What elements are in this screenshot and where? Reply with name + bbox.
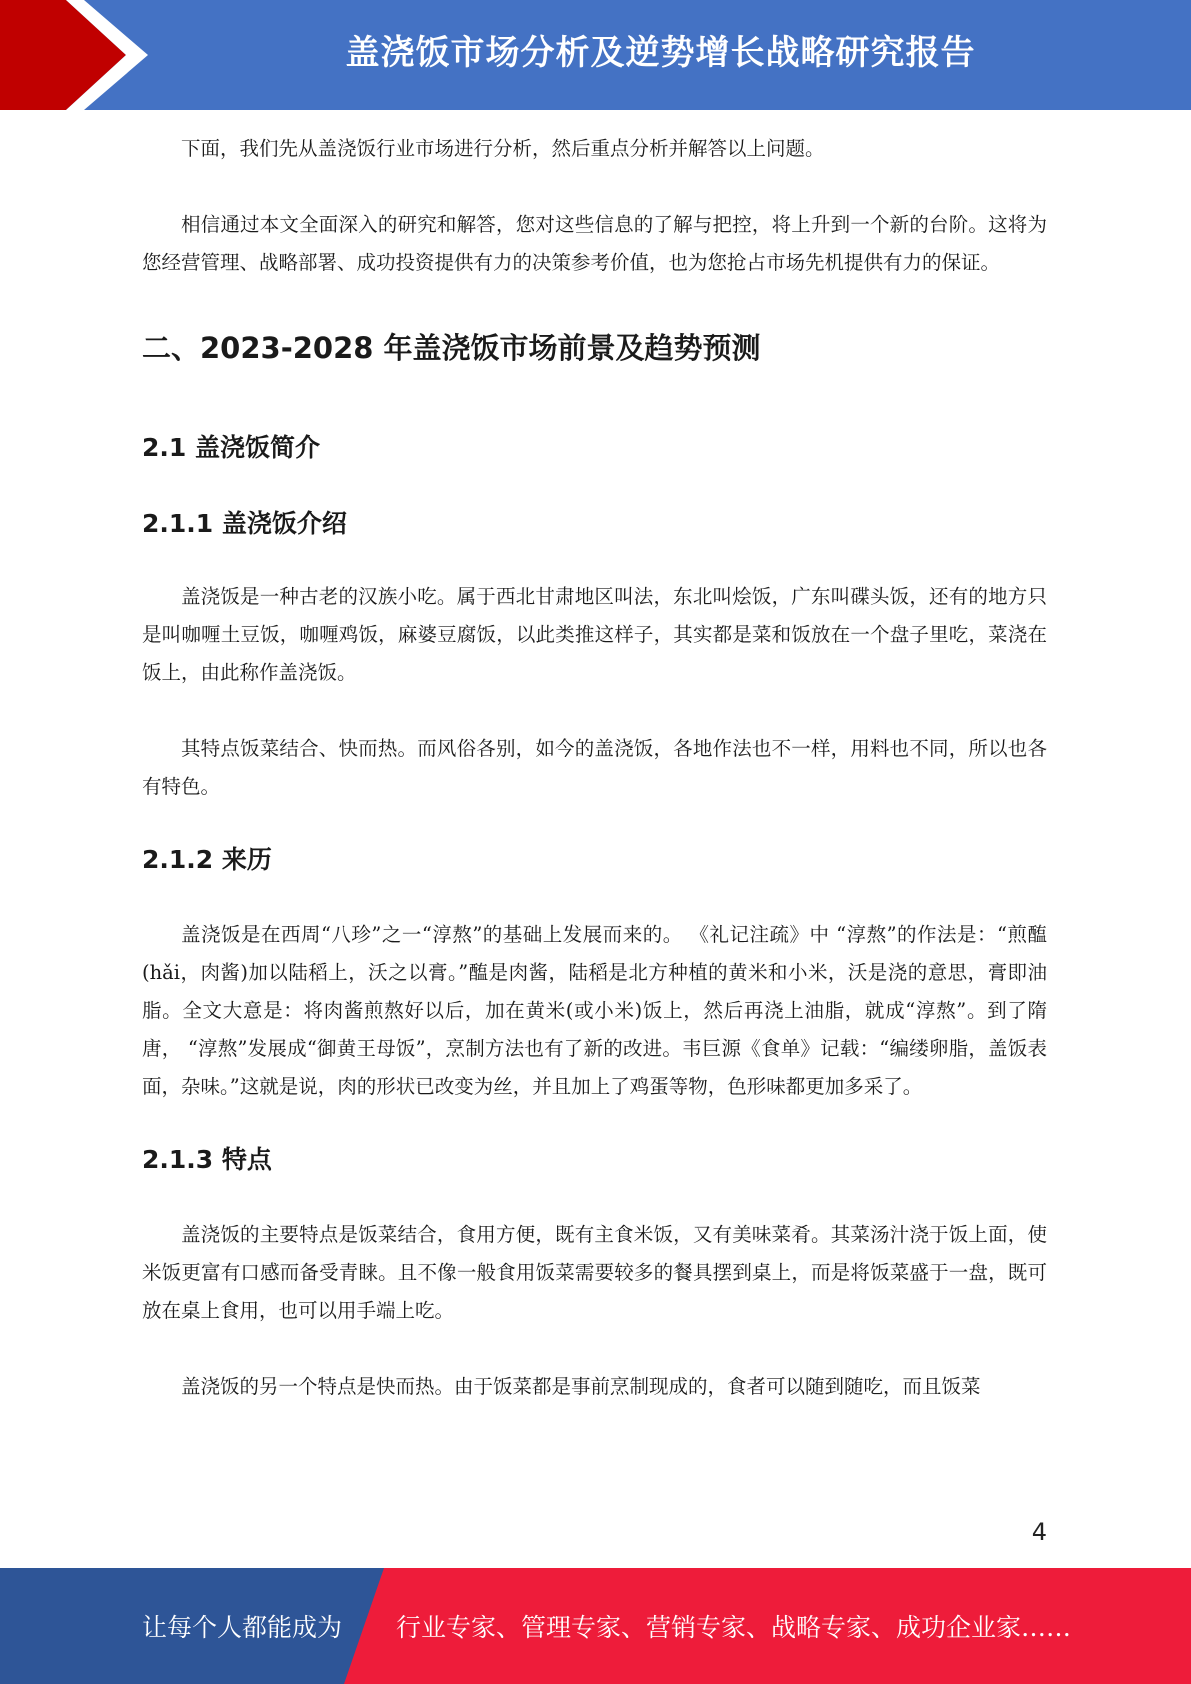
section-2-1-heading: 2.1 盖浇饭简介: [142, 433, 320, 462]
footer-slogan-right: 行业专家、管理专家、营销专家、战略专家、成功企业家……: [396, 1613, 1072, 1642]
section-2-1-2-paragraph-1: 盖浇饭是在西周“八珍”之一“淳熬”的基础上发展而来的。 《礼记注疏》中 “淳熬”的作法是：“煎醢(hǎi，肉酱)加以陆稻上，沃之以膏。”醢是肉酱，陆稻是北方种植的黄米和小米，沃是浇的意思，膏即油脂。全文大意是：将肉酱煎熬好以后，加在黄米(或小米)饭上，然后再浇上油脂，就成“淳熬”。到了隋唐， “淳熬”发展成“御黄王母饭”，烹制方法也有了新的改进。韦巨源《食单》记载：“编缕卵脂，盖饭表面，杂味。”这就是说，肉的形状已改变为丝，并且加上了鸡蛋等物，色形味都更加多采了。: [142, 923, 1047, 1098]
section-2-1-3-paragraph-2: 盖浇饭的另一个特点是快而热。由于饭菜都是事前烹制现成的，食者可以随到随吃，而且饭菜: [181, 1375, 981, 1398]
intro-paragraph-2: 相信通过本文全面深入的研究和解答，您对这些信息的了解与把控，将上升到一个新的台阶。这将为您经营管理、战略部署、成功投资提供有力的决策参考价值，也为您抢占市场先机提供有力的保证。: [142, 213, 1047, 274]
section-2-1-3-heading: 2.1.3 特点: [142, 1145, 272, 1174]
report-title: 盖浇饭市场分析及逆势增长战略研究报告: [345, 33, 976, 73]
page-content: [142, 130, 1047, 1406]
intro-paragraph-1: 下面，我们先从盖浇饭行业市场进行分析，然后重点分析并解答以上问题。: [181, 137, 825, 160]
section-2-1-3-paragraph-1: 盖浇饭的主要特点是饭菜结合，食用方便，既有主食米饭，又有美味菜肴。其菜汤汁浇于饭上面，使米饭更富有口感而备受青睐。且不像一般食用饭菜需要较多的餐具摆到桌上，而是将饭菜盛于一盘，既可放在桌上食用，也可以用手端上吃。: [142, 1223, 1047, 1322]
page-footer: [0, 1568, 1191, 1684]
section-2-1-1-heading: 2.1.1 盖浇饭介绍: [142, 509, 347, 538]
section-2-1-2-heading: 2.1.2 来历: [142, 845, 272, 874]
section-2-heading: 二、2023-2028 年盖浇饭市场前景及趋势预测: [142, 331, 761, 365]
footer-slogan-left: 让每个人都能成为: [142, 1613, 343, 1642]
section-2-1-1-paragraph-1: 盖浇饭是一种古老的汉族小吃。属于西北甘肃地区叫法，东北叫烩饭，广东叫碟头饭，还有的地方只是叫咖喱土豆饭，咖喱鸡饭，麻婆豆腐饭，以此类推这样子，其实都是菜和饭放在一个盘子里吃，菜浇在饭上，由此称作盖浇饭。: [142, 585, 1047, 684]
page-header: [0, 0, 1191, 110]
page-number: 4: [1031, 1518, 1047, 1546]
section-2-1-1-paragraph-2: 其特点饭菜结合、快而热。而风俗各别，如今的盖浇饭，各地作法也不一样，用料也不同，所以也各有特色。: [142, 737, 1047, 798]
